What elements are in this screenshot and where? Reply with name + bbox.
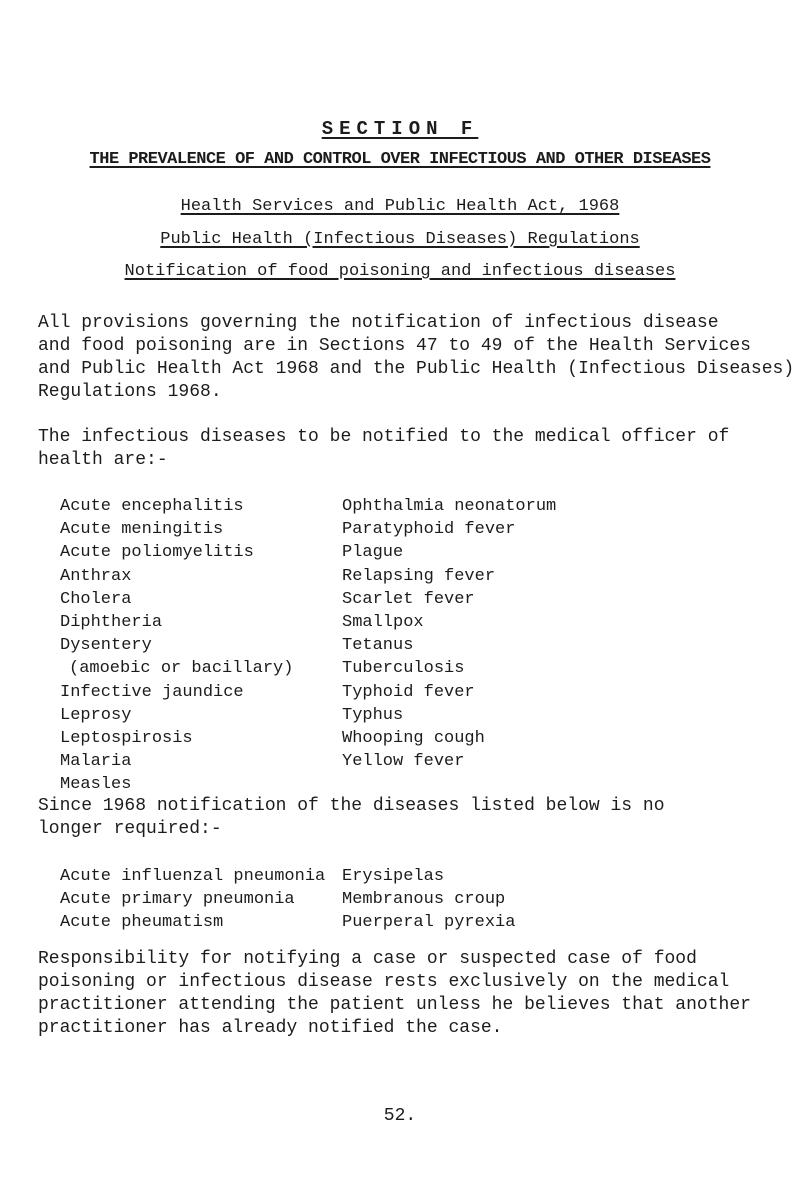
list-item: Anthrax — [60, 566, 132, 586]
paragraph-line: poisoning or infectious disease rests exclusively on the medical — [38, 972, 730, 992]
paragraph-notifiable-intro — [38, 426, 729, 472]
paragraph-line: longer required:- — [38, 819, 222, 839]
main-heading: THE PREVALENCE OF AND CONTROL OVER INFECTIOUS AND OTHER DISEASES — [89, 150, 711, 169]
list-item: Leprosy — [60, 705, 132, 725]
paragraph-no-longer-required — [38, 795, 665, 841]
list-item: Diphtheria — [60, 613, 163, 633]
list-item: Relapsing fever — [342, 566, 496, 586]
paragraph-line: health are:- — [38, 450, 168, 470]
list-item: Measles — [60, 775, 132, 795]
list-item: Dysentery — [60, 636, 152, 656]
paragraph-line: practitioner has already notified the case. — [38, 1018, 503, 1038]
list-item: Cholera — [60, 589, 132, 609]
removed-diseases-right-column — [342, 865, 515, 935]
subheading-regulations: Public Health (Infectious Diseases) Regulations — [160, 230, 640, 249]
list-item: Acute pheumatism — [60, 913, 224, 933]
paragraph-line: Responsibility for notifying a case or suspected case of food — [38, 949, 697, 969]
paragraph-line: Since 1968 notification of the diseases listed below is no — [38, 796, 665, 816]
paragraph-line: practitioner attending the patient unless he believes that another — [38, 995, 751, 1015]
list-item: Acute influenzal pneumonia — [60, 867, 326, 886]
list-item: Puerperal pyrexia — [342, 913, 516, 933]
list-item: Smallpox — [342, 613, 424, 633]
list-item: Tetanus — [342, 636, 414, 656]
list-item: Tuberculosis — [342, 659, 465, 679]
list-item: Infective jaundice — [60, 682, 244, 702]
list-item: Acute primary pneumonia — [60, 890, 295, 910]
subheading-notification: Notification of food poisoning and infectious diseases — [124, 262, 676, 281]
list-item: Acute poliomyelitis — [60, 543, 254, 563]
list-item: Leptospirosis — [60, 729, 193, 749]
list-item: Malaria — [60, 752, 132, 772]
list-item: Paratyphoid fever — [342, 520, 516, 540]
page-number: 52. — [383, 1106, 417, 1126]
paragraph-line: The infectious diseases to be notified to the medical officer of — [38, 427, 730, 447]
paragraph-line: All provisions governing the notification of infectious disease — [38, 313, 719, 333]
list-item: Ophthalmia neonatorum — [342, 497, 557, 516]
notifiable-diseases-left-column — [60, 495, 293, 797]
paragraph-line: and food poisoning are in Sections 47 to 49 of the Health Services — [38, 336, 751, 356]
list-item: Whooping cough — [342, 729, 485, 749]
list-item: Acute meningitis — [60, 520, 224, 540]
list-item: Scarlet fever — [342, 589, 475, 609]
list-item: Membranous croup — [342, 890, 506, 910]
list-item: Plague — [342, 543, 404, 563]
section-title: SECTION F — [321, 118, 479, 140]
list-item: Typhoid fever — [342, 682, 475, 702]
list-item: Erysipelas — [342, 867, 445, 886]
subheading-act: Health Services and Public Health Act, 1968 — [180, 197, 620, 216]
paragraph-line: and Public Health Act 1968 and the Public Health (Infectious Diseases) — [38, 359, 795, 379]
list-item: (amoebic or bacillary) — [69, 659, 294, 679]
paragraph-provisions — [38, 312, 794, 404]
removed-diseases-left-column — [60, 865, 325, 935]
paragraph-line: Regulations 1968. — [38, 382, 222, 402]
notifiable-diseases-right-column — [342, 495, 556, 773]
list-item: Yellow fever — [342, 752, 465, 772]
paragraph-responsibility — [38, 948, 751, 1040]
list-item: Acute encephalitis — [60, 497, 244, 516]
list-item: Typhus — [342, 705, 404, 725]
